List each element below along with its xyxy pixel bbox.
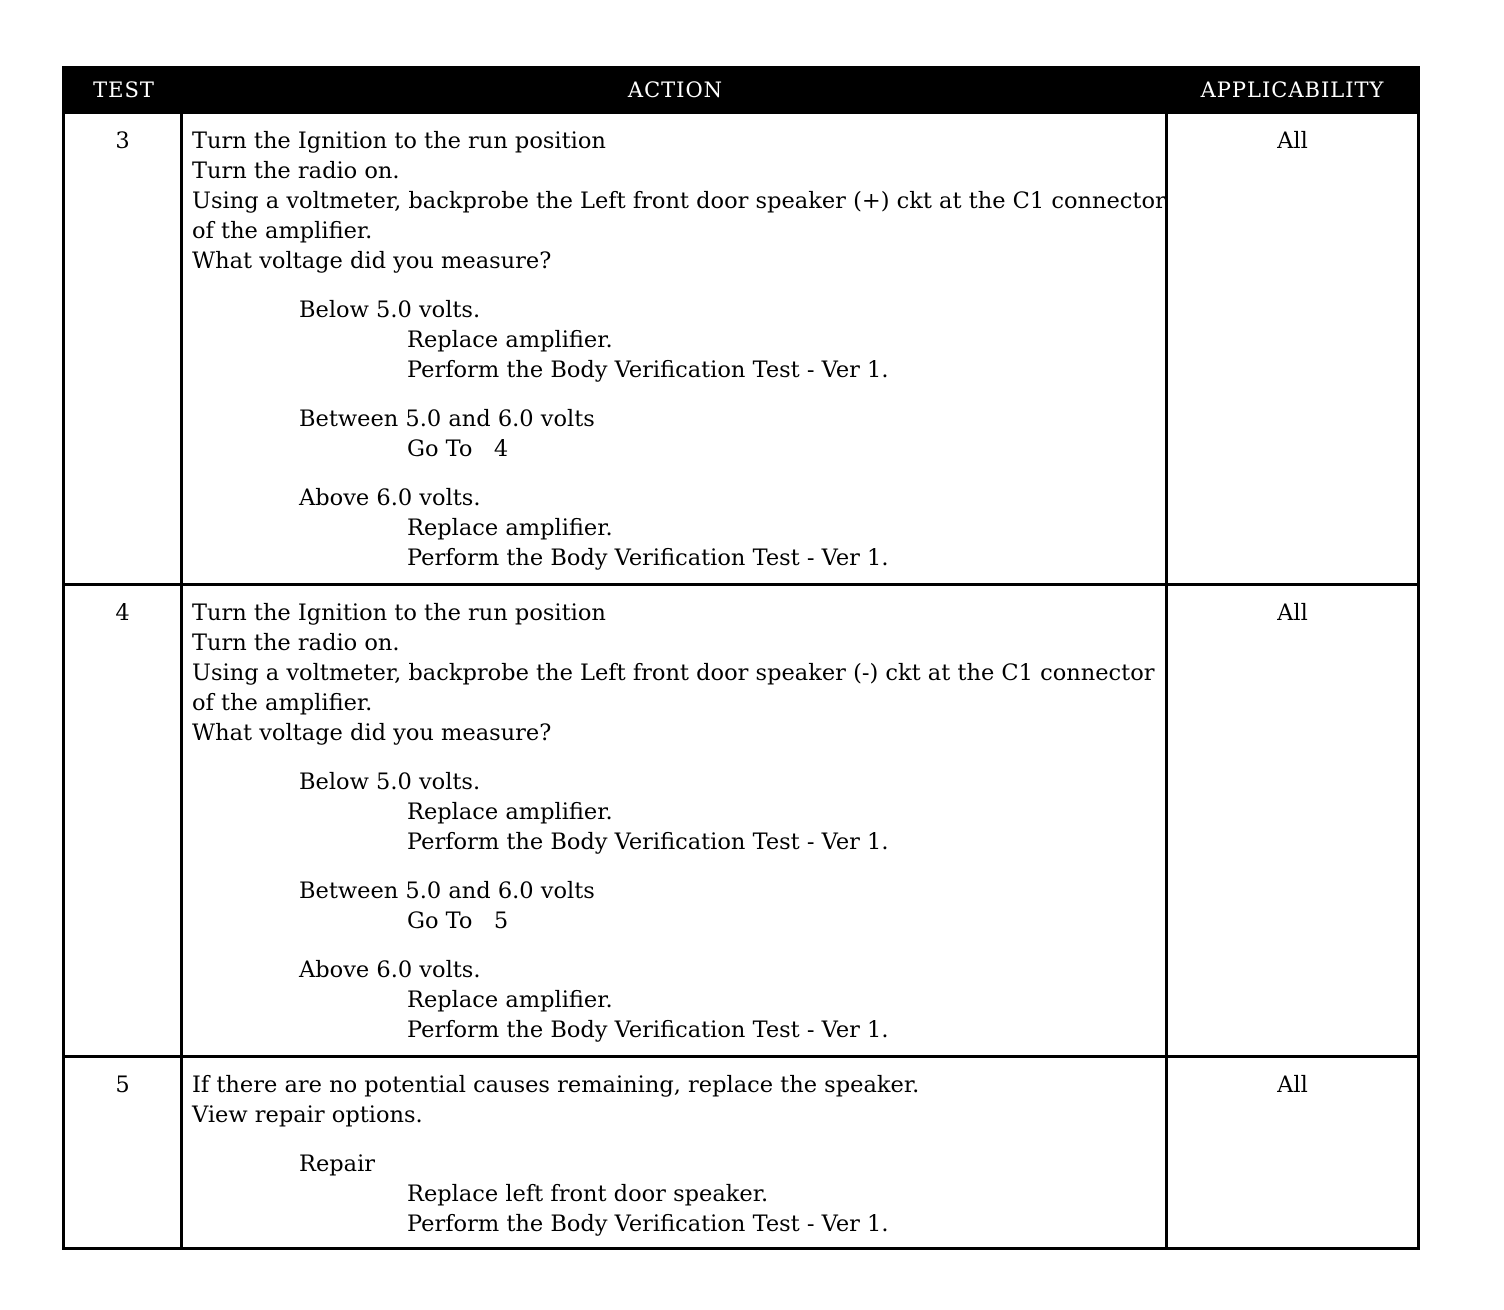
action-cell (183, 586, 1168, 1055)
result-option (192, 955, 1161, 1045)
action-line: What voltage did you measure? (192, 720, 552, 746)
result-step: Replace left front door speaker. (407, 1181, 769, 1207)
header-applicability: APPLICABILITY (1200, 78, 1385, 102)
applicability-cell: All (1277, 128, 1308, 154)
result-step: Perform the Body Verification Test - Ver 1. (407, 1211, 889, 1237)
table-row (65, 583, 1417, 1055)
action-line: If there are no potential causes remaining, replace the speaker. (192, 1072, 920, 1098)
result-option (192, 1149, 1161, 1239)
goto-step: Go To 5 (407, 908, 509, 934)
action-line: Turn the radio on. (192, 630, 400, 656)
action-line: Turn the Ignition to the run position (192, 128, 606, 154)
result-option (192, 876, 1161, 936)
result-condition: Between 5.0 and 6.0 volts (299, 878, 595, 904)
diagnostic-table (62, 66, 1420, 1250)
result-condition: Below 5.0 volts. (299, 297, 481, 323)
goto-step: Go To 4 (407, 436, 509, 462)
table-row (65, 1055, 1417, 1247)
result-option (192, 295, 1161, 385)
result-option (192, 483, 1161, 573)
action-cell (183, 1058, 1168, 1247)
header-action: ACTION (627, 78, 724, 102)
applicability-cell: All (1277, 600, 1308, 626)
table-row (65, 111, 1417, 583)
header-test: TEST (93, 78, 155, 102)
action-line: Using a voltmeter, backprobe the Left front door speaker (+) ckt at the C1 connector (192, 188, 1166, 214)
result-step: Perform the Body Verification Test - Ver 1. (407, 545, 889, 571)
action-line: What voltage did you measure? (192, 248, 552, 274)
table-header (65, 69, 1417, 111)
result-option (192, 404, 1161, 464)
result-condition: Below 5.0 volts. (299, 769, 481, 795)
result-step: Perform the Body Verification Test - Ver 1. (407, 1017, 889, 1043)
result-step: Replace amplifier. (407, 327, 613, 353)
action-line: Using a voltmeter, backprobe the Left front door speaker (-) ckt at the C1 connector (192, 660, 1155, 686)
result-condition: Above 6.0 volts. (299, 485, 481, 511)
action-line: Turn the Ignition to the run position (192, 600, 606, 626)
action-line: of the amplifier. (192, 690, 373, 716)
result-step: Replace amplifier. (407, 515, 613, 541)
action-cell (183, 114, 1168, 583)
result-condition: Repair (299, 1151, 376, 1177)
test-number: 5 (65, 1058, 183, 1247)
action-line: View repair options. (192, 1102, 423, 1128)
result-condition: Between 5.0 and 6.0 volts (299, 406, 595, 432)
action-line: of the amplifier. (192, 218, 373, 244)
result-step: Perform the Body Verification Test - Ver 1. (407, 357, 889, 383)
result-step: Replace amplifier. (407, 799, 613, 825)
result-step: Perform the Body Verification Test - Ver 1. (407, 829, 889, 855)
result-option (192, 767, 1161, 857)
result-step: Replace amplifier. (407, 987, 613, 1013)
applicability-cell: All (1277, 1072, 1308, 1098)
result-condition: Above 6.0 volts. (299, 957, 481, 983)
action-line: Turn the radio on. (192, 158, 400, 184)
test-number: 3 (65, 114, 183, 583)
test-number: 4 (65, 586, 183, 1055)
